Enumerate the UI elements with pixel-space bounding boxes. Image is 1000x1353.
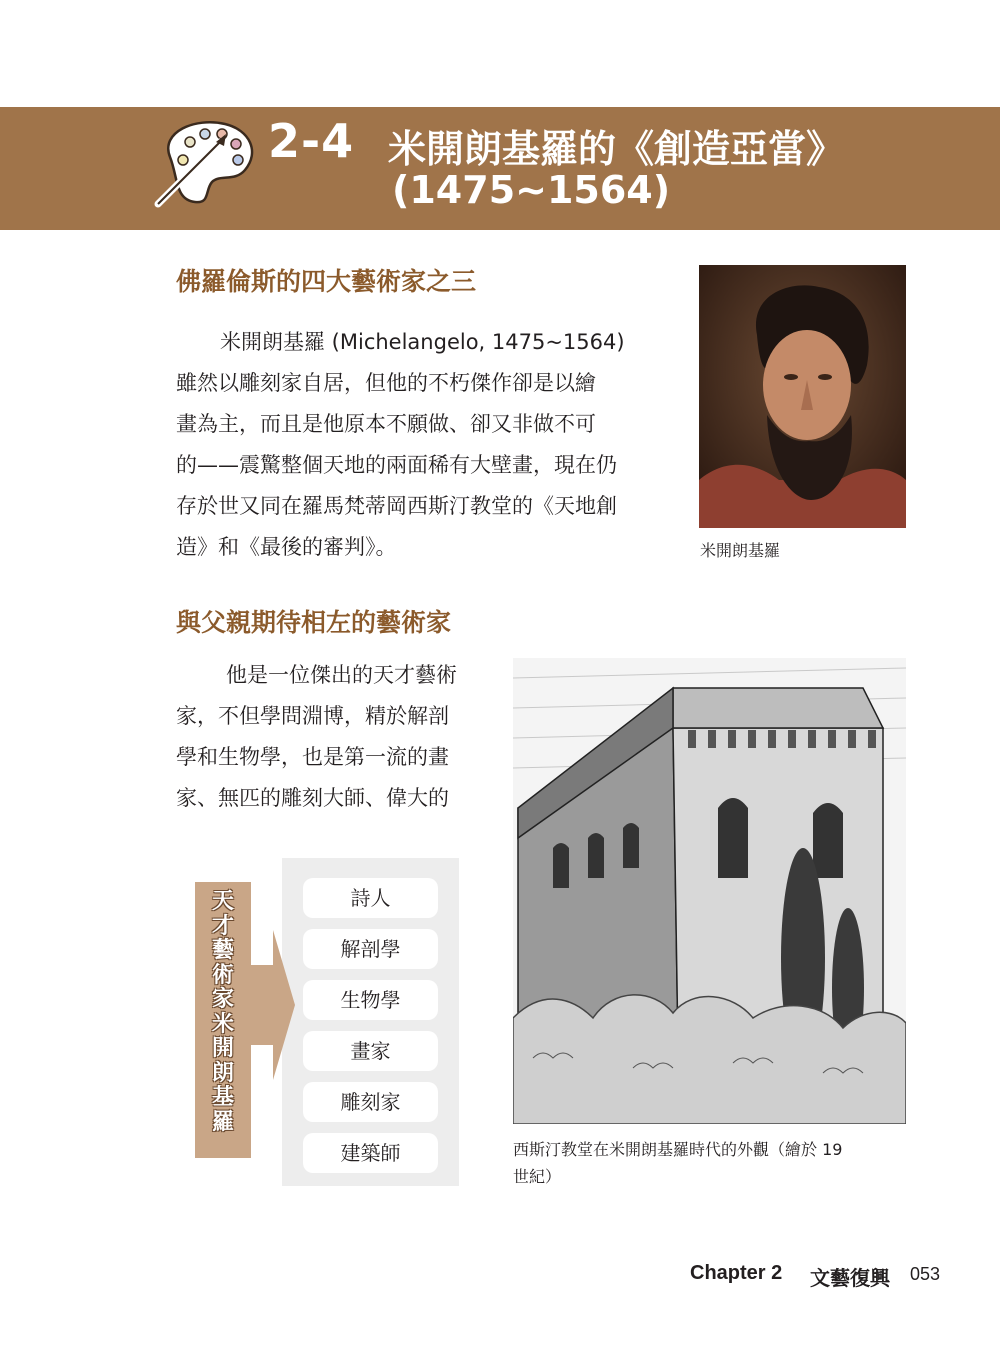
diagram-item-poet: 詩人	[303, 878, 438, 918]
paragraph-1	[176, 322, 676, 568]
vertical-label-char: 才	[211, 913, 234, 939]
vertical-label-char: 開	[211, 1036, 234, 1061]
chapter-years: (1475~1564)	[392, 168, 671, 212]
paragraph-line: 雖然以雕刻家自居，但他的不朽傑作卻是以繪	[176, 371, 596, 395]
paint-palette-icon	[150, 112, 262, 212]
paragraph-line: 存於世又同在羅馬梵蒂岡西斯汀教堂的《天地創	[176, 494, 617, 518]
paragraph-line: 家，不但學問淵博，精於解剖	[176, 704, 449, 728]
vertical-label-char: 術	[211, 962, 234, 988]
footer-title: 文藝復興	[810, 1266, 890, 1290]
chapter-title: 米開朗基羅的《創造亞當》	[388, 127, 845, 171]
paragraph-line: 學和生物學，也是第一流的畫	[176, 745, 449, 769]
vertical-label-char: 天	[211, 889, 234, 914]
sistine-chapel-illustration	[513, 658, 906, 1124]
church-caption	[513, 1136, 913, 1190]
arrow-right-icon	[251, 930, 295, 1080]
section-heading-1: 佛羅倫斯的四大藝術家之三	[176, 267, 477, 296]
caption-line: 世紀）	[513, 1167, 562, 1186]
page-number: 053	[910, 1264, 941, 1284]
paragraph-2	[176, 655, 496, 819]
diagram-item-architect: 建築師	[303, 1133, 438, 1173]
vertical-label-char: 米	[211, 1011, 234, 1037]
section-heading-2: 與父親期待相左的藝術家	[176, 608, 452, 637]
vertical-label-char: 朗	[211, 1060, 234, 1086]
vertical-label-char: 基	[211, 1085, 234, 1110]
diagram-item-sculptor: 雕刻家	[303, 1082, 438, 1122]
paragraph-line: 造》和《最後的審判》。	[176, 535, 397, 559]
diagram-vertical-label	[195, 890, 251, 1135]
paragraph-line: 的——震驚整個天地的兩面稀有大壁畫，現在仍	[176, 453, 617, 477]
diagram-item-anatomy: 解剖學	[303, 929, 438, 969]
diagram-item-biology: 生物學	[303, 980, 438, 1020]
portrait-caption: 米開朗基羅	[700, 541, 781, 560]
paragraph-line: 家、無匹的雕刻大師、偉大的	[176, 786, 449, 810]
vertical-label-char: 藝	[211, 938, 234, 963]
paragraph-line: 他是一位傑出的天才藝術	[226, 663, 457, 687]
footer-chapter: Chapter 2	[690, 1262, 783, 1284]
paragraph-line: 畫為主，而且是他原本不願做、卻又非做不可	[176, 412, 596, 436]
caption-line: 西斯汀教堂在米開朗基羅時代的外觀（繪於 19	[513, 1140, 843, 1159]
vertical-label-char: 家	[211, 987, 234, 1012]
paragraph-line: 米開朗基羅 (Michelangelo, 1475~1564)	[220, 330, 625, 354]
diagram-item-painter: 畫家	[303, 1031, 438, 1071]
michelangelo-portrait	[699, 265, 906, 528]
vertical-label-char: 羅	[211, 1109, 234, 1135]
chapter-number: 2-4	[268, 114, 355, 168]
